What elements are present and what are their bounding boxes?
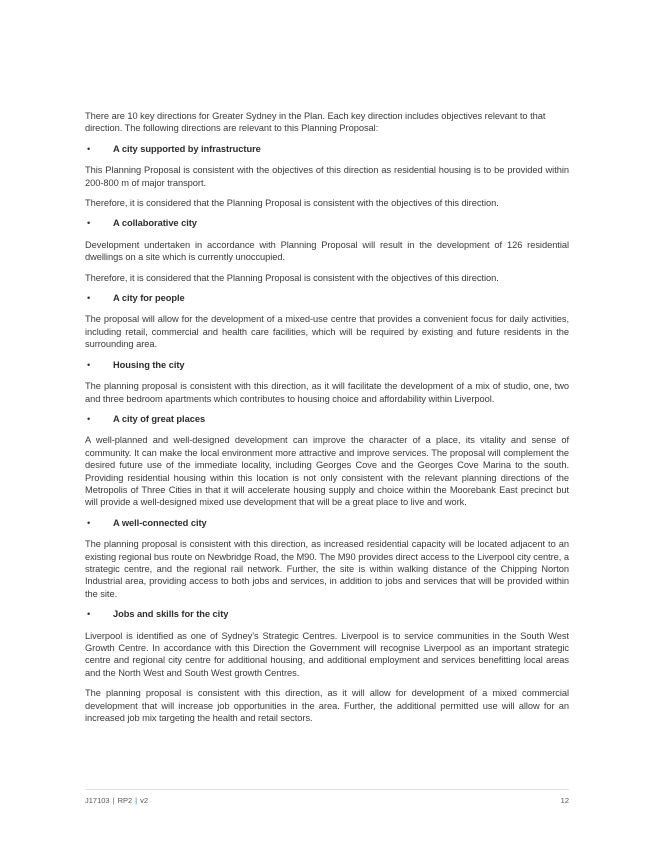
section-heading [85,517,569,529]
page-body [85,110,569,732]
heading-text: Jobs and skills for the city [113,609,229,620]
section-heading [85,217,569,229]
section-heading [85,413,569,425]
heading-text: A city supported by infrastructure [113,143,261,154]
body-paragraph: Therefore, it is considered that the Planning Proposal is consistent with the objectives of this direction. [85,272,499,283]
bullet-icon: • [87,413,91,424]
heading-text: A city for people [113,293,185,304]
body-paragraph: A well-planned and well-designed development can improve the character of a place, its vitality and sense of community. It can make the local environment more attractive and improve services. The proposal will complement the desired future use of the immediate locality, including Georges Cove and the Georges Cove Marina to the south. Providing residential housing within this location is not only consistent with the relevant planning directions of the Metropolis of Three Cities in that it will accelerate housing supply and choice within the Moorebank East precinct but will provide a well-designed mixed use development that will be a great place to live and work. [85,435,569,508]
body-paragraph: The planning proposal is consistent with this direction, as it will facilitate the development of a mix of studio, one, two and three bedroom apartments which contributes to housing choice and affordability within Liverpool. [85,381,569,404]
footer-separator: | [135,796,138,805]
page-footer [85,796,569,805]
page-number: 12 [560,796,569,805]
heading-text: A collaborative city [113,218,197,229]
body-paragraph: Liverpool is identified as one of Sydney’s Strategic Centres. Liverpool is to service communities in the South West Growth Centre. In accordance with this Direction the Government will recognise Liverpool as an important strategic centre and regional city centre for additional housing, and additional employment and services benefitting local areas and the North West and South West growth Centres. [85,630,569,678]
heading-text: Housing the city [113,359,185,370]
heading-text: A city of great places [113,413,206,424]
document-reference [85,796,148,805]
job-number: J17103 [85,796,110,805]
body-paragraph: The planning proposal is consistent with this direction, as increased residential capacity will be located adjacent to an existing regional bus route on Newbridge Road, the M90. The M90 provides direct access to the Liverpool city centre, a strategic centre, and the regional rail network. Further, the site is within walking distance of the Chipping Norton Industrial area, providing access to both jobs and services, in addition to jobs and services that will be provided within the site. [85,539,569,599]
section-heading [85,143,569,155]
body-paragraph: This Planning Proposal is consistent with the objectives of this direction as residential housing is to be provided within 200-800 m of major transport. [85,165,569,188]
body-paragraph: The proposal will allow for the development of a mixed-use centre that provides a convenient focus for daily activities, including retail, commercial and health care facilities, which will be required by existing and future residents in the surrounding area. [85,314,569,350]
intro-paragraph: There are 10 key directions for Greater Sydney in the Plan. Each key direction includes objectives relevant to that direction. The following directions are relevant to this Planning Proposal: [85,111,546,134]
body-paragraph: Therefore, it is considered that the Planning Proposal is consistent with the objectives of this direction. [85,198,499,209]
bullet-icon: • [87,609,91,620]
body-paragraph: The planning proposal is consistent with this direction, as it will allow for development of a mixed commercial development that will increase job opportunities in the area. Further, the additional permitted use will allow for an increased job mix targeting the health and retail sectors. [85,688,569,724]
bullet-icon: • [87,143,91,154]
report-id: RP2 [117,796,133,805]
body-paragraph: Development undertaken in accordance with Planning Proposal will result in the development of 126 residential dwellings on a site which is currently unoccupied. [85,239,569,263]
bullet-icon: • [87,359,91,370]
bullet-icon: • [87,293,91,304]
heading-text: A well-connected city [113,517,207,528]
bullet-icon: • [87,218,91,229]
section-heading [85,608,569,620]
footer-divider [85,789,569,790]
version-id: v2 [140,796,149,805]
section-heading [85,292,569,304]
bullet-icon: • [87,517,91,528]
footer-separator: | [112,796,115,805]
section-heading [85,359,569,371]
